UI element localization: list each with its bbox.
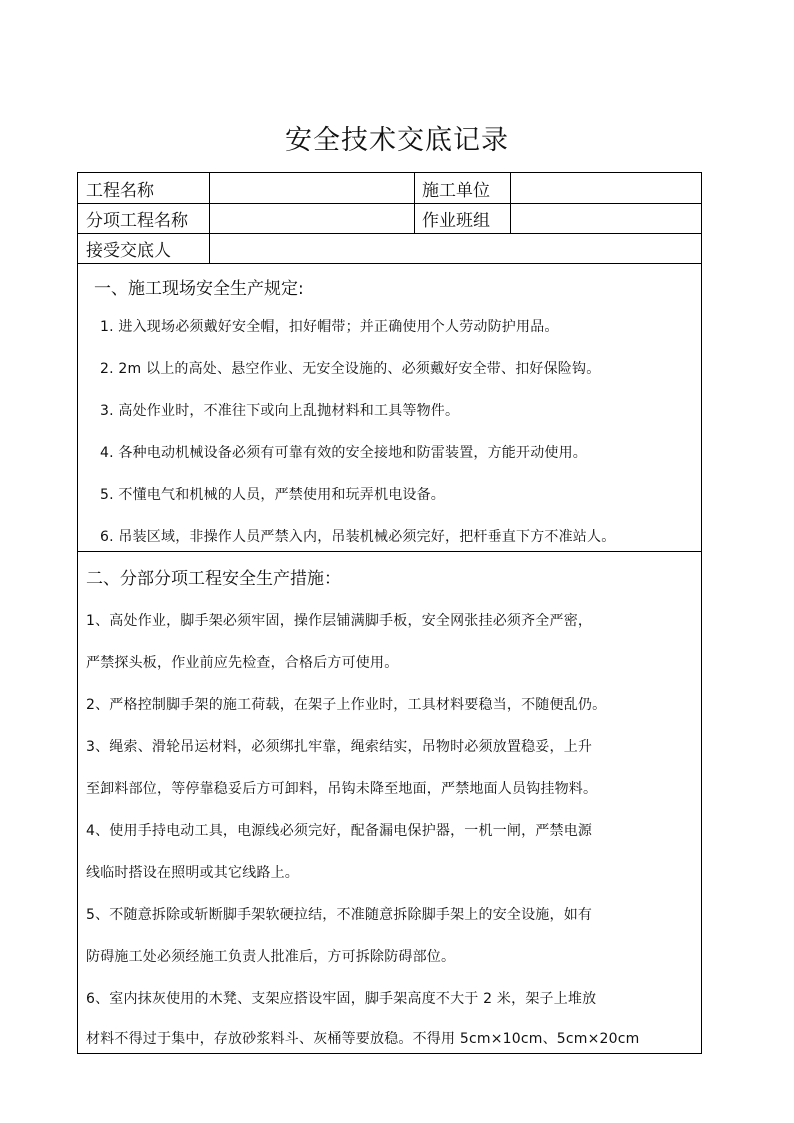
rule-item: 2. 2m 以上的高处、悬空作业、无安全设施的、必须戴好安全带、扣好保险钩。: [100, 361, 601, 377]
measure-line: 3、绳索、滑轮吊运材料，必须绑扎牢靠，绳索结实，吊物时必须放置稳妥，上升: [86, 739, 593, 755]
measure-line: 至卸料部位，等停靠稳妥后方可卸料，吊钩未降至地面，严禁地面人员钩挂物料。: [86, 781, 598, 797]
divider: [510, 173, 511, 203]
recipient-label: 接受交底人: [86, 241, 171, 261]
measure-line: 6、室内抹灰使用的木凳、支架应搭设牢固，脚手架高度不大于 2 米，架子上堆放: [86, 991, 597, 1007]
rule-item: 5. 不懂电气和机械的人员，严禁使用和玩弄机电设备。: [100, 487, 446, 503]
disclosure-form: [77, 172, 702, 1054]
rule-item: 4. 各种电动机械设备必须有可靠有效的安全接地和防雷装置，方能开动使用。: [100, 445, 588, 461]
measure-line: 防碍施工处必须经施工负责人批准后，方可拆除防碍部位。: [86, 949, 456, 965]
section-safety-measures: [78, 552, 701, 1053]
divider: [414, 204, 415, 233]
measure-line: 2、严格控制脚手架的施工荷载，在架子上作业时，工具材料要稳当，不随便乱仍。: [86, 697, 607, 713]
rule-item: 6. 吊装区域，非操作人员严禁入内，吊装机械必须完好，把杆垂直下方不准站人。: [100, 529, 616, 545]
row-project: [78, 173, 701, 204]
row-recipient: [78, 234, 701, 264]
section-site-safety-rules: [78, 264, 701, 552]
divider: [414, 173, 415, 203]
sub-project-label: 分项工程名称: [86, 211, 188, 231]
measure-line: 5、不随意拆除或斩断脚手架软硬拉结，不准随意拆除脚手架上的安全设施，如有: [86, 907, 593, 923]
construction-unit-label: 施工单位: [422, 180, 490, 201]
divider: [209, 234, 210, 263]
measure-line: 4、使用手持电动工具，电源线必须完好，配备漏电保护器，一机一闸，严禁电源: [86, 823, 593, 839]
section2-title: 二、分部分项工程安全生产措施：: [86, 569, 341, 589]
row-sub-project: [78, 204, 701, 234]
rule-item: 3. 高处作业时，不准往下或向上乱抛材料和工具等物件。: [100, 403, 460, 419]
divider: [510, 204, 511, 233]
divider: [209, 204, 210, 233]
section1-title: 一、施工现场安全生产规定:: [94, 279, 304, 299]
measure-line: 线临时搭设在照明或其它线路上。: [86, 865, 299, 881]
measure-line: 材料不得过于集中，存放砂浆料斗、灰桶等要放稳。不得用 5cm×10cm、5cm×20cm: [86, 1031, 640, 1047]
project-name-label: 工程名称: [86, 180, 154, 201]
measure-line: 严禁探头板，作业前应先检查，合格后方可使用。: [86, 655, 399, 671]
measure-line: 1、高处作业，脚手架必须牢固，操作层铺满脚手板，安全网张挂必须齐全严密，: [86, 613, 593, 629]
work-team-label: 作业班组: [422, 211, 490, 231]
rule-item: 1. 进入现场必须戴好安全帽，扣好帽带；并正确使用个人劳动防护用品。: [100, 319, 559, 335]
divider: [209, 173, 210, 203]
document-title: 安全技术交底记录: [285, 125, 509, 156]
